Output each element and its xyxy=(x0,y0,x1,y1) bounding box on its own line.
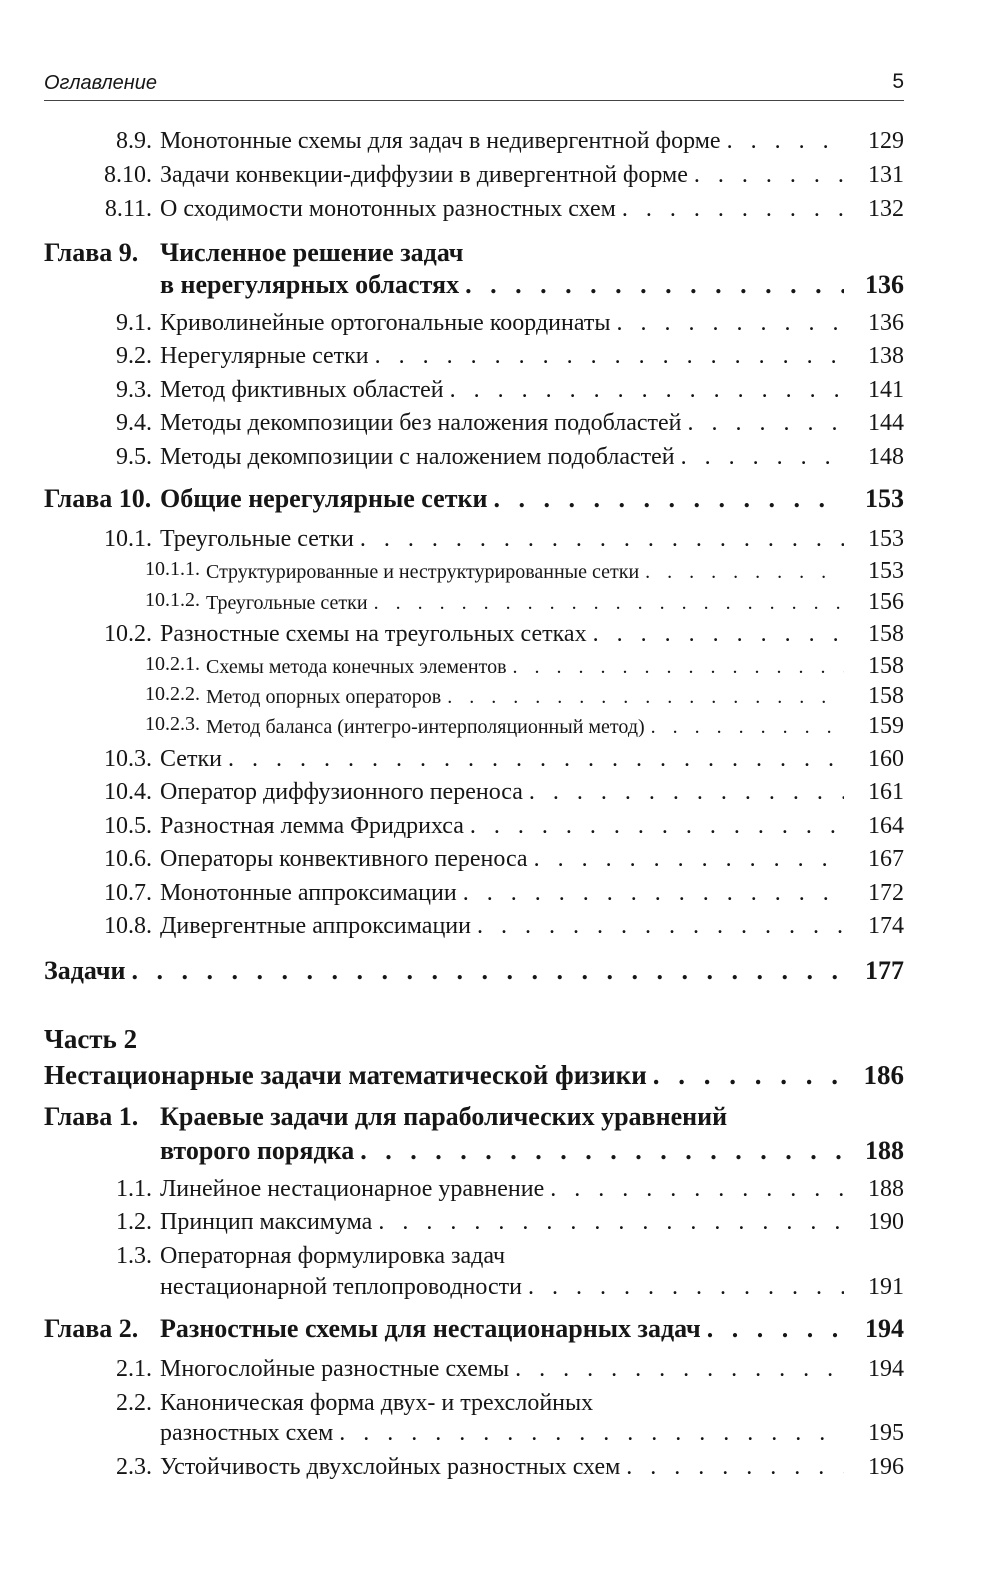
toc-problems[interactable] xyxy=(44,956,904,990)
problems-page: 177 xyxy=(865,956,904,985)
entry-number: 10.2. xyxy=(104,621,152,647)
entry-number: 8.10. xyxy=(104,162,152,188)
toc-entry-10-2-2[interactable] xyxy=(44,681,904,711)
entry-title: Принцип максимума xyxy=(160,1209,373,1235)
chapter-title-line1: Численное решение задач xyxy=(160,238,464,267)
toc-part-2[interactable] xyxy=(44,1024,904,1096)
entry-title: Треугольные сетки xyxy=(206,592,368,614)
entry-page: 174 xyxy=(868,913,904,939)
toc-entry-10-7[interactable] xyxy=(44,878,904,912)
toc-entry-10-3[interactable] xyxy=(44,744,904,778)
toc-entry-8-11[interactable] xyxy=(44,194,904,228)
leader-dots xyxy=(544,1176,844,1203)
leader-dots xyxy=(354,526,844,553)
entry-page: 158 xyxy=(868,653,904,679)
entry-page: 196 xyxy=(868,1454,904,1480)
entry-page: 132 xyxy=(868,196,904,222)
entry-page: 195 xyxy=(868,1420,904,1446)
entry-title: Дивергентные аппроксимации xyxy=(160,913,471,939)
entry-title: Устойчивость двухслойных разностных схем xyxy=(160,1454,621,1480)
entry-page: 167 xyxy=(868,846,904,872)
leader-dots xyxy=(354,1136,844,1166)
chapter-title-line2: в нерегулярных областях xyxy=(160,270,460,299)
chapter-page: 188 xyxy=(865,1136,904,1165)
toc-entry-p2-1-3[interactable] xyxy=(44,1241,904,1307)
part-page: 186 xyxy=(863,1060,904,1090)
entry-title-line2: разностных схем xyxy=(160,1420,334,1446)
toc-entry-9-2[interactable] xyxy=(44,341,904,375)
running-header xyxy=(44,66,904,101)
toc-entry-10-6[interactable] xyxy=(44,844,904,878)
entry-page: 131 xyxy=(868,162,904,188)
entry-title: Треугольные сетки xyxy=(160,526,354,552)
entry-page: 161 xyxy=(868,779,904,805)
toc-entry-10-8[interactable] xyxy=(44,911,904,945)
entry-number: 10.6. xyxy=(104,846,152,872)
entry-page: 148 xyxy=(868,444,904,470)
entry-page: 158 xyxy=(868,683,904,709)
entry-title: Оператор диффузионного переноса xyxy=(160,779,523,805)
entry-number: 10.1.2. xyxy=(145,589,200,611)
entry-page: 159 xyxy=(868,713,904,739)
entry-page: 188 xyxy=(868,1176,904,1202)
leader-dots xyxy=(368,592,844,615)
chapter-label: Глава 9. xyxy=(44,238,139,267)
running-header-title: Оглавление xyxy=(44,72,158,94)
chapter-label: Глава 2. xyxy=(44,1314,139,1343)
entry-number: 8.11. xyxy=(104,196,152,222)
entry-title: Метод опорных операторов xyxy=(206,686,442,708)
toc-entry-8-10[interactable] xyxy=(44,160,904,194)
toc-entry-10-2-3[interactable] xyxy=(44,711,904,741)
problems-title: Задачи xyxy=(44,956,126,985)
leader-dots xyxy=(675,444,844,471)
entry-title-line1: Операторная формулировка задач xyxy=(160,1243,506,1269)
entry-title-line1: Каноническая форма двух- и трехслойных xyxy=(160,1390,594,1416)
entry-number: 10.4. xyxy=(104,779,152,805)
entry-number: 9.4. xyxy=(116,410,152,436)
entry-number: 10.1. xyxy=(104,526,152,552)
toc-entry-8-9[interactable] xyxy=(44,126,904,160)
part-label: Часть 2 xyxy=(44,1024,138,1054)
toc-entry-p2-2-3[interactable] xyxy=(44,1452,904,1486)
toc-entry-9-3[interactable] xyxy=(44,375,904,409)
entry-page: 158 xyxy=(868,621,904,647)
entry-number: 9.1. xyxy=(116,310,152,336)
leader-dots xyxy=(487,484,844,514)
toc-chapter-10[interactable] xyxy=(44,484,904,518)
entry-page: 136 xyxy=(868,310,904,336)
entry-title: Разностные схемы на треугольных сетках xyxy=(160,621,587,647)
entry-title: Задачи конвекции-диффузии в дивергентной форме xyxy=(160,162,688,188)
entry-page: 141 xyxy=(868,377,904,403)
toc-entry-p2-1-1[interactable] xyxy=(44,1174,904,1208)
toc-entry-10-2[interactable] xyxy=(44,619,904,653)
entry-title: О сходимости монотонных разностных схем xyxy=(160,196,616,222)
entry-number: 2.2. xyxy=(116,1390,152,1416)
entry-page: 191 xyxy=(868,1274,904,1300)
entry-page: 172 xyxy=(868,880,904,906)
entry-page: 129 xyxy=(868,128,904,154)
leader-dots xyxy=(611,310,844,337)
leader-dots xyxy=(464,813,844,840)
leader-dots xyxy=(721,128,844,155)
chapter-label: Глава 10. xyxy=(44,484,152,513)
leader-dots xyxy=(587,621,844,648)
leader-dots xyxy=(682,410,844,437)
entry-title: Криволинейные ортогональные координаты xyxy=(160,310,611,336)
toc-entry-10-4[interactable] xyxy=(44,777,904,811)
leader-dots xyxy=(645,716,844,739)
leader-dots xyxy=(647,1060,844,1091)
entry-page: 190 xyxy=(868,1209,904,1235)
toc-entry-p2-2-2[interactable] xyxy=(44,1388,904,1454)
entry-number: 1.2. xyxy=(116,1209,152,1235)
leader-dots xyxy=(471,913,844,940)
leader-dots xyxy=(457,880,844,907)
entry-page: 144 xyxy=(868,410,904,436)
chapter-title: Общие нерегулярные сетки xyxy=(160,484,488,513)
entry-number: 10.2.1. xyxy=(145,653,200,675)
toc-entry-p2-2-1[interactable] xyxy=(44,1354,904,1388)
toc-entry-9-4[interactable] xyxy=(44,408,904,442)
toc-entry-10-1-1[interactable] xyxy=(44,556,904,586)
entry-title: Монотонные аппроксимации xyxy=(160,880,457,906)
leader-dots xyxy=(688,162,844,189)
chapter-title-line2: второго порядка xyxy=(160,1136,355,1165)
entry-page: 153 xyxy=(868,558,904,584)
entry-title: Метод баланса (интегро-интерполяционный метод) xyxy=(206,716,645,738)
toc-p2-chapter-2[interactable] xyxy=(44,1314,904,1348)
entry-page: 164 xyxy=(868,813,904,839)
toc-p2-chapter-1[interactable] xyxy=(44,1102,904,1170)
toc-entry-10-5[interactable] xyxy=(44,811,904,845)
entry-number: 9.5. xyxy=(116,444,152,470)
leader-dots xyxy=(701,1314,844,1344)
part-title: Нестационарные задачи математической физики xyxy=(44,1060,647,1090)
toc-entry-p2-1-2[interactable] xyxy=(44,1207,904,1241)
entry-title: Монотонные схемы для задач в недивергентной форме xyxy=(160,128,721,154)
entry-number: 10.2.2. xyxy=(145,683,200,705)
toc-entry-9-1[interactable] xyxy=(44,308,904,342)
toc-entry-10-1-2[interactable] xyxy=(44,587,904,617)
leader-dots xyxy=(620,1454,844,1481)
leader-dots xyxy=(616,196,844,223)
chapter-page: 136 xyxy=(865,270,904,299)
leader-dots xyxy=(522,1274,844,1301)
chapter-label: Глава 1. xyxy=(44,1102,139,1131)
entry-title: Методы декомпозиции с наложением подобластей xyxy=(160,444,675,470)
entry-title: Сетки xyxy=(160,746,222,772)
page-number: 5 xyxy=(892,70,904,93)
entry-title: Нерегулярные сетки xyxy=(160,343,369,369)
entry-title: Линейное нестационарное уравнение xyxy=(160,1176,545,1202)
entry-number: 9.2. xyxy=(116,343,152,369)
entry-title: Операторы конвективного переноса xyxy=(160,846,528,872)
leader-dots xyxy=(222,746,844,773)
leader-dots xyxy=(459,270,844,300)
entry-number: 2.3. xyxy=(116,1454,152,1480)
entry-title: Методы декомпозиции без наложения подобластей xyxy=(160,410,682,436)
entry-title: Метод фиктивных областей xyxy=(160,377,444,403)
entry-number: 10.1.1. xyxy=(145,558,200,580)
toc-entry-10-1[interactable] xyxy=(44,524,904,558)
entry-number: 10.8. xyxy=(104,913,152,939)
entry-number: 10.3. xyxy=(104,746,152,772)
leader-dots xyxy=(444,377,844,404)
entry-title-line2: нестационарной теплопроводности xyxy=(160,1274,522,1300)
leader-dots xyxy=(441,686,844,709)
entry-number: 2.1. xyxy=(116,1356,152,1382)
toc-chapter-9[interactable] xyxy=(44,238,904,306)
entry-page: 138 xyxy=(868,343,904,369)
chapter-page: 153 xyxy=(865,484,904,513)
toc-entry-10-2-1[interactable] xyxy=(44,651,904,681)
entry-title: Разностная лемма Фридрихса xyxy=(160,813,464,839)
chapter-page: 194 xyxy=(865,1314,904,1343)
leader-dots xyxy=(528,846,844,873)
toc-entry-9-5[interactable] xyxy=(44,442,904,476)
leader-dots xyxy=(639,561,844,584)
entry-number: 10.7. xyxy=(104,880,152,906)
leader-dots xyxy=(509,1356,844,1383)
chapter-title-line1: Краевые задачи для параболических уравнений xyxy=(160,1102,728,1131)
leader-dots xyxy=(523,779,844,806)
entry-page: 153 xyxy=(868,526,904,552)
entry-number: 1.1. xyxy=(116,1176,152,1202)
entry-title: Схемы метода конечных элементов xyxy=(206,656,507,678)
entry-title: Многослойные разностные схемы xyxy=(160,1356,510,1382)
leader-dots xyxy=(372,1209,844,1236)
entry-page: 160 xyxy=(868,746,904,772)
chapter-title: Разностные схемы для нестационарных задач xyxy=(160,1314,701,1343)
entry-number: 1.3. xyxy=(116,1243,152,1269)
leader-dots xyxy=(125,956,844,986)
leader-dots xyxy=(333,1420,844,1447)
entry-number: 9.3. xyxy=(116,377,152,403)
entry-number: 10.5. xyxy=(104,813,152,839)
entry-number: 8.9. xyxy=(116,128,152,154)
entry-title: Структурированные и неструктурированные сетки xyxy=(206,561,640,583)
leader-dots xyxy=(369,343,844,370)
entry-number: 10.2.3. xyxy=(145,713,200,735)
leader-dots xyxy=(507,656,844,679)
entry-page: 156 xyxy=(868,589,904,615)
entry-page: 194 xyxy=(868,1356,904,1382)
